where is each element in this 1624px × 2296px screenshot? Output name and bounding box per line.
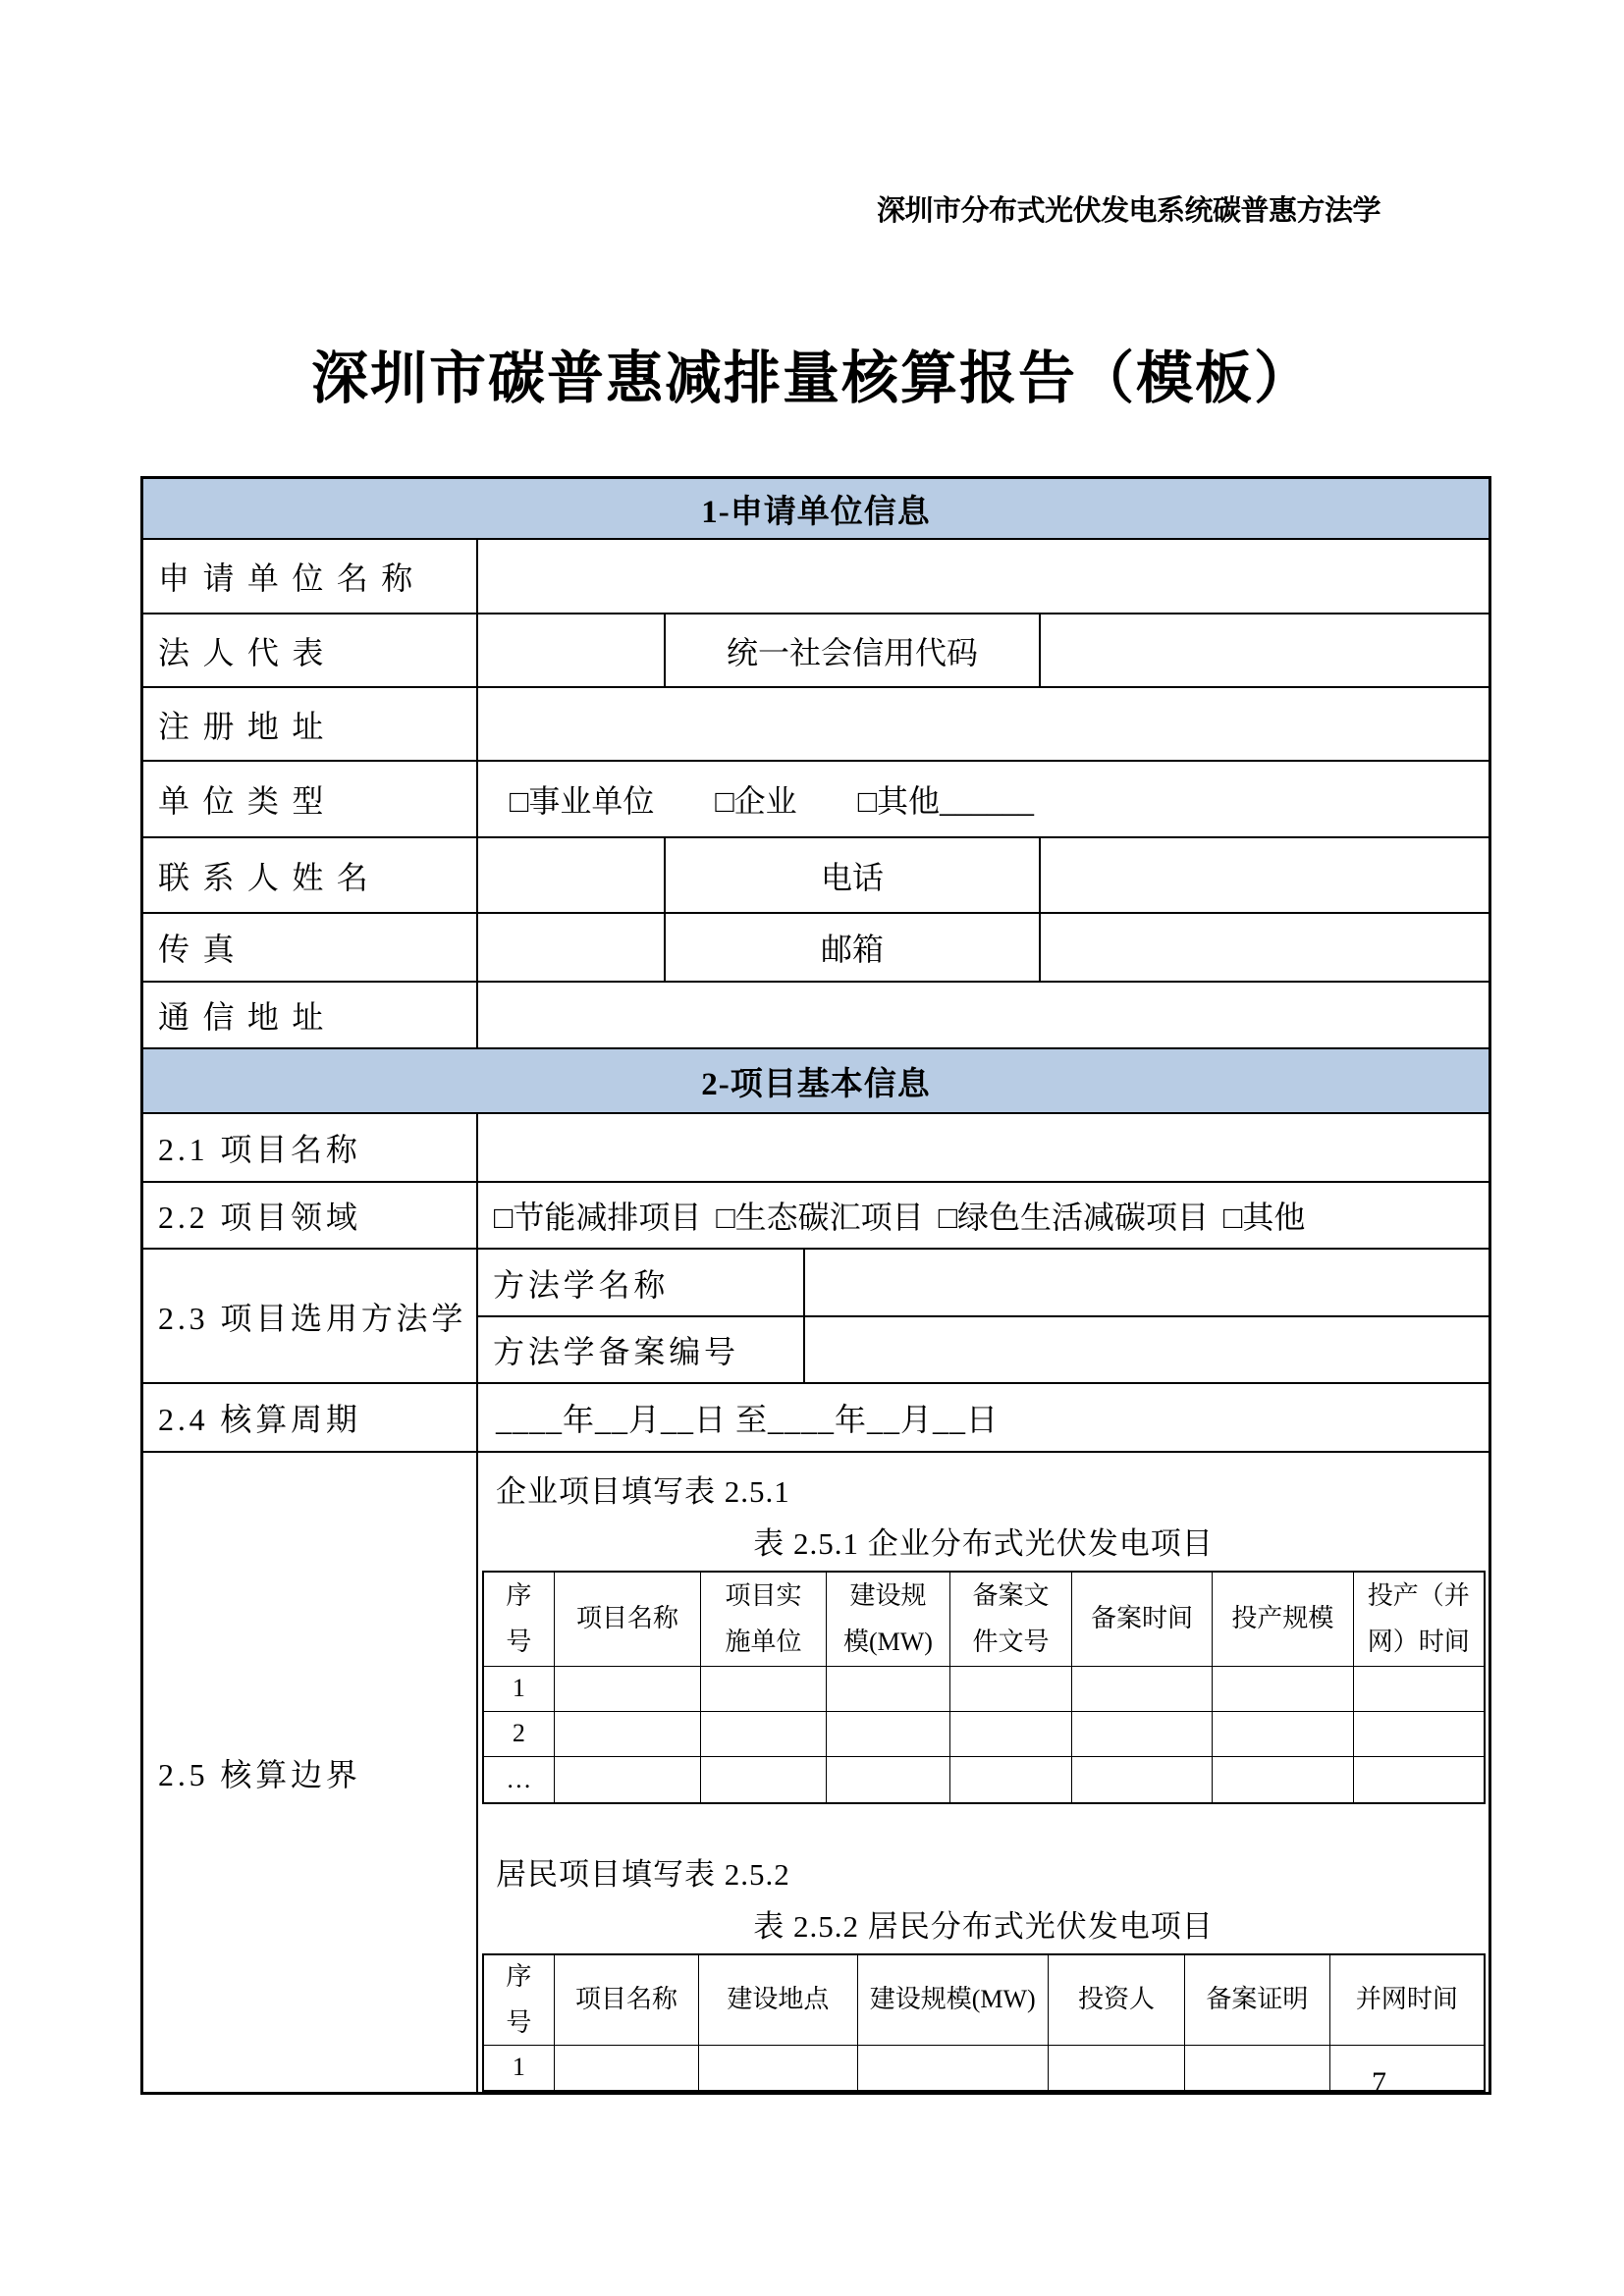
credit-code-input-cell[interactable] — [1041, 614, 1489, 688]
table-row — [484, 1667, 1484, 1712]
col-header-grid-connection-time: 并网时间 — [1330, 1955, 1484, 2046]
boundary-content-cell — [478, 1453, 1489, 2092]
table-row — [143, 914, 1489, 983]
accounting-period-input-cell[interactable]: ____年__月__日 至____年__月__日 — [478, 1384, 1489, 1453]
table-row — [143, 1183, 1489, 1250]
document-header-note: 深圳市分布式光伏发电系统碳普惠方法学 — [876, 195, 1380, 227]
input-cell[interactable] — [1072, 1667, 1213, 1712]
row-seq: 2 — [484, 1712, 555, 1757]
col-header-capacity: 建设规模(MW) — [827, 1573, 951, 1667]
methodology-label: 2.3 项目选用方法学 — [143, 1250, 478, 1384]
table-row — [478, 1250, 1489, 1317]
input-cell[interactable] — [950, 1667, 1072, 1712]
col-header-filing-doc-no: 备案文件文号 — [950, 1573, 1072, 1667]
input-cell[interactable] — [950, 1757, 1072, 1802]
field-option-green-life[interactable]: □绿色生活减碳项目 — [938, 1200, 1210, 1235]
input-cell[interactable] — [699, 2046, 857, 2090]
reg-address-input-cell[interactable] — [478, 688, 1489, 762]
input-cell[interactable] — [701, 1712, 827, 1757]
col-header-filing-certificate: 备案证明 — [1185, 1955, 1329, 2046]
mail-address-input-cell[interactable] — [478, 983, 1489, 1049]
enterprise-table-note: 企业项目填写表 2.5.1 — [496, 1474, 790, 1509]
field-option-other[interactable]: □其他 — [1223, 1200, 1306, 1235]
row-seq: 1 — [484, 1667, 555, 1712]
table-row — [143, 983, 1489, 1049]
input-cell[interactable] — [555, 2046, 699, 2090]
table-row — [484, 1757, 1484, 1802]
table-row — [484, 2046, 1484, 2090]
input-cell[interactable] — [1185, 2046, 1329, 2090]
col-header-filing-time: 备案时间 — [1072, 1573, 1213, 1667]
section1-heading: 1-申请单位信息 — [143, 479, 1489, 540]
input-cell[interactable] — [555, 1667, 701, 1712]
accounting-period-label: 2.4 核算周期 — [143, 1384, 478, 1453]
resident-project-table — [482, 1953, 1486, 2092]
project-name-input-cell[interactable] — [478, 1114, 1489, 1183]
unit-type-label: 单位类型 — [143, 762, 478, 838]
table-row — [484, 1712, 1484, 1757]
methodology-name-label: 方法学名称 — [478, 1250, 805, 1317]
input-cell[interactable] — [950, 1712, 1072, 1757]
project-name-label: 2.1 项目名称 — [143, 1114, 478, 1183]
applicant-name-input-cell[interactable] — [478, 540, 1489, 614]
row-seq: … — [484, 1757, 555, 1802]
reg-address-label: 注册地址 — [143, 688, 478, 762]
applicant-name-label: 申请单位名称 — [143, 540, 478, 614]
table-row — [143, 838, 1489, 914]
col-header-grid-connection-time: 投产（并网）时间 — [1354, 1573, 1484, 1667]
fax-input-cell[interactable] — [478, 914, 666, 983]
methodology-code-label: 方法学备案编号 — [478, 1317, 805, 1384]
table-header-row — [484, 1955, 1484, 2046]
credit-code-label: 统一社会信用代码 — [666, 614, 1041, 688]
col-header-seq: 序号 — [484, 1573, 555, 1667]
section2-heading: 2-项目基本信息 — [143, 1049, 1489, 1114]
input-cell[interactable] — [1072, 1757, 1213, 1802]
field-option-eco-carbon-sink[interactable]: □生态碳汇项目 — [716, 1200, 924, 1235]
boundary-label: 2.5 核算边界 — [143, 1453, 478, 2092]
input-cell[interactable] — [1213, 1667, 1353, 1712]
input-cell[interactable] — [701, 1757, 827, 1802]
input-cell[interactable] — [827, 1667, 951, 1712]
table-row — [143, 1453, 1489, 2092]
input-cell[interactable] — [1354, 1667, 1484, 1712]
table-row — [143, 1384, 1489, 1453]
table-row — [143, 762, 1489, 838]
mail-address-label: 通信地址 — [143, 983, 478, 1049]
input-cell[interactable] — [858, 2046, 1049, 2090]
row-seq: 1 — [484, 2046, 555, 2090]
page-number: 7 — [1372, 2066, 1386, 2099]
col-header-project-name: 项目名称 — [555, 1955, 699, 2046]
input-cell[interactable] — [555, 1712, 701, 1757]
table-252-caption: 表 2.5.2 居民分布式光伏发电项目 — [753, 1909, 1214, 1944]
phone-label: 电话 — [666, 838, 1041, 914]
main-form-table — [140, 476, 1491, 2095]
legal-rep-label: 法人代表 — [143, 614, 478, 688]
table-row — [143, 614, 1489, 688]
input-cell[interactable] — [555, 1757, 701, 1802]
input-cell[interactable] — [1213, 1757, 1353, 1802]
table-row — [143, 540, 1489, 614]
project-field-label: 2.2 项目领域 — [143, 1183, 478, 1250]
table-251-caption: 表 2.5.1 企业分布式光伏发电项目 — [753, 1526, 1214, 1561]
phone-input-cell[interactable] — [1041, 838, 1489, 914]
input-cell[interactable] — [1354, 1712, 1484, 1757]
col-header-production-scale: 投产规模 — [1213, 1573, 1353, 1667]
email-input-cell[interactable] — [1041, 914, 1489, 983]
col-header-investor: 投资人 — [1049, 1955, 1185, 2046]
contact-name-label: 联系人姓名 — [143, 838, 478, 914]
input-cell[interactable] — [701, 1667, 827, 1712]
input-cell[interactable] — [1330, 2046, 1484, 2090]
enterprise-project-table — [482, 1571, 1486, 1804]
input-cell[interactable] — [827, 1757, 951, 1802]
input-cell[interactable] — [1354, 1757, 1484, 1802]
input-cell[interactable] — [1213, 1712, 1353, 1757]
methodology-name-input-cell[interactable] — [805, 1250, 1489, 1317]
table-row — [143, 1114, 1489, 1183]
email-label: 邮箱 — [666, 914, 1041, 983]
table-header-row — [484, 1573, 1484, 1667]
input-cell[interactable] — [827, 1712, 951, 1757]
table-row — [478, 1317, 1489, 1384]
col-header-construction-site: 建设地点 — [699, 1955, 857, 2046]
unit-type-options-cell — [478, 762, 1489, 838]
input-cell[interactable] — [1072, 1712, 1213, 1757]
resident-table-note: 居民项目填写表 2.5.2 — [496, 1857, 790, 1892]
section1-header-row — [143, 479, 1489, 540]
col-header-seq: 序号 — [484, 1955, 555, 2046]
input-cell[interactable] — [1049, 2046, 1185, 2090]
contact-name-input-cell[interactable] — [478, 838, 666, 914]
unit-type-option-enterprise[interactable]: □企业 — [715, 783, 797, 819]
legal-rep-input-cell[interactable] — [478, 614, 666, 688]
col-header-project-name: 项目名称 — [555, 1573, 701, 1667]
table-row — [143, 1250, 1489, 1384]
fax-label: 传真 — [143, 914, 478, 983]
field-option-energy-saving[interactable]: □节能减排项目 — [494, 1200, 702, 1235]
col-header-implementing-unit: 项目实施单位 — [701, 1573, 827, 1667]
project-field-options-cell — [478, 1183, 1489, 1250]
table-row — [143, 688, 1489, 762]
unit-type-option-institution[interactable]: □事业单位 — [510, 783, 655, 819]
unit-type-option-other[interactable]: □其他______ — [857, 783, 1035, 819]
section2-header-row — [143, 1049, 1489, 1114]
methodology-code-input-cell[interactable] — [805, 1317, 1489, 1384]
methodology-subtable — [478, 1250, 1489, 1384]
col-header-capacity: 建设规模(MW) — [858, 1955, 1049, 2046]
page-title: 深圳市碳普惠减排量核算报告（模板） — [310, 347, 1313, 410]
